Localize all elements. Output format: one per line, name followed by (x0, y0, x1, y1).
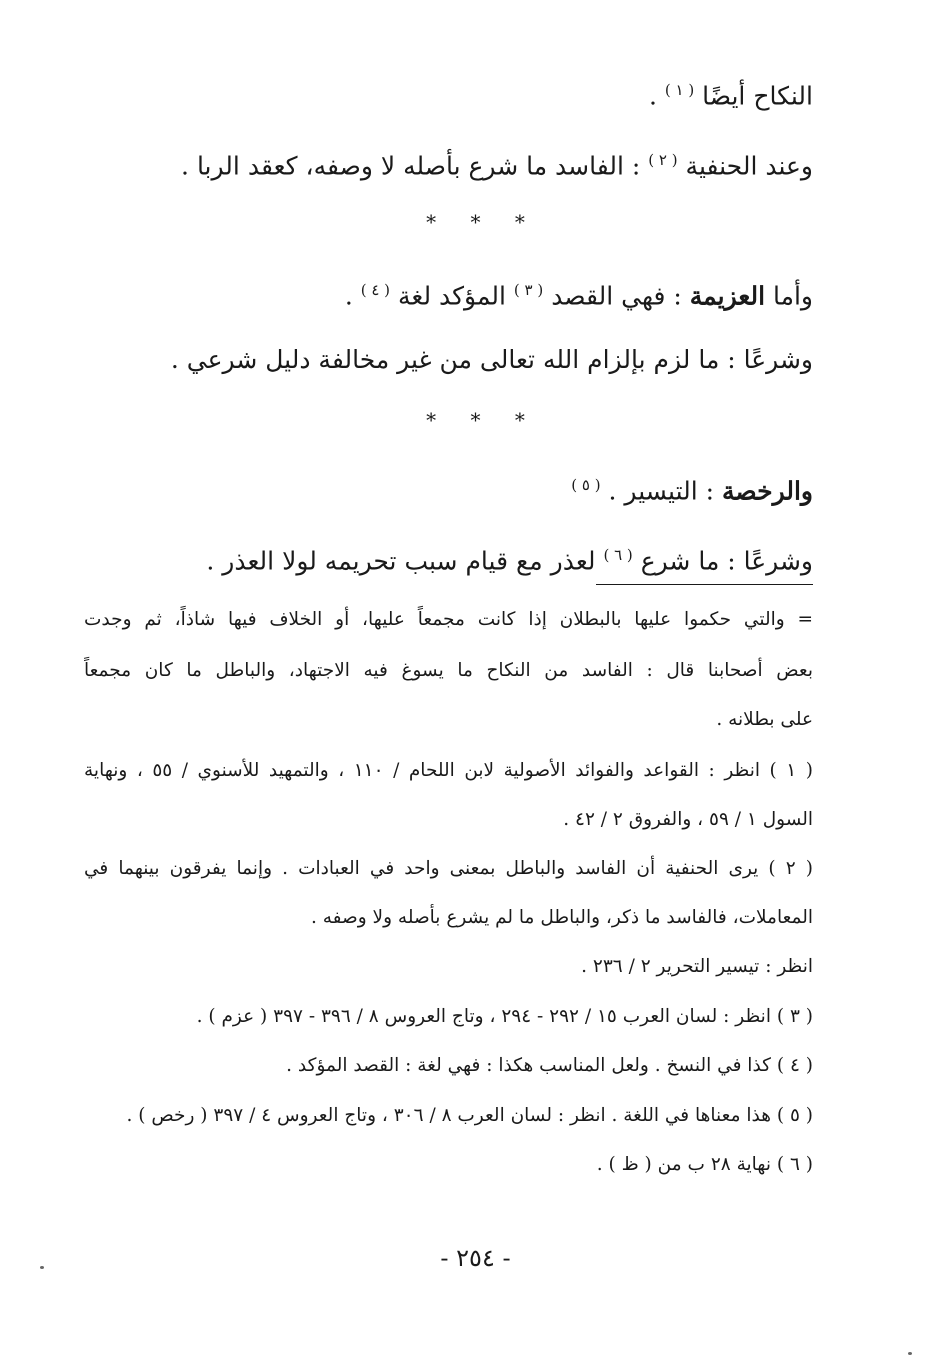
text-run: المؤكد لغة (397, 281, 506, 311)
footnote-2-line-2: المعاملات، فالفاسد ما ذكر، والباطل ما لم يشرع بأصله ولا وصفه . (310, 907, 813, 928)
text-line-rukhsa (571, 465, 813, 511)
footnote-5: ( ٥ ) هذا معناها في اللغة . انظر : لسان العرب ٨ / ٣٠٦ ، وتاج العروس ٤ / ٣٩٧ ( رخص ) . (126, 1105, 813, 1126)
scan-speck (40, 1266, 44, 1269)
footnote-3: ( ٣ ) انظر : لسان العرب ١٥ / ٢٩٢ - ٢٩٤ ، وتاج العروس ٨ / ٣٩٦ - ٣٩٧ ( عزم ) . (196, 1006, 813, 1027)
footnote-4: ( ٤ ) كذا في النسخ . ولعل المناسب هكذا : فهي لغة : القصد المؤكد . (286, 1055, 813, 1076)
footnote-6: ( ٦ ) نهاية ٢٨ ب من ( ظ ) . (596, 1154, 813, 1175)
text-run: وأما (772, 281, 813, 311)
text-run: النكاح أيضًا (702, 81, 813, 111)
footnote-1-line-1: ( ١ ) انظر : القواعد والفوائد الأصولية لابن اللحام / ١١٠ ، والتمهيد للأسنوي / ٥٥ ، ونهاية (84, 760, 813, 781)
footnote-2-line-1: ( ٢ ) يرى الحنفية أن الفاسد والباطل بمعنى واحد في العبادات . وإنما يفرقون بينهما في (84, 858, 813, 879)
scan-speck (908, 1352, 912, 1355)
text-line-azima-def: وشرعًا : ما لزم بإلزام الله تعالى من غير مخالفة دليل شرعي . (170, 345, 813, 374)
text-line-rukhsa-def (206, 535, 813, 581)
term-azima: العزيمة (689, 281, 766, 311)
text-run: : فهي القصد (551, 281, 682, 311)
text-line-azima (345, 270, 813, 316)
page-number: - ٢٥٤ - (440, 1244, 511, 1272)
text-run: وعند الحنفية (685, 151, 813, 181)
text-run: : الفاسد ما شرع بأصله لا وصفه، كعقد الربا . (181, 151, 641, 181)
text-run: لعذر مع قيام سبب تحريمه لولا العذر . (206, 546, 596, 576)
text-line-1 (649, 70, 813, 116)
footnote-1-line-2: السول ١ / ٥٩ ، والفروق ٢ / ٤٢ . (563, 809, 813, 830)
footnote-ref-2: ( ٢ ) (648, 151, 678, 169)
term-rukhsa: والرخصة (722, 476, 813, 506)
footnote-continued-line-1: = والتي حكموا عليها بالبطلان إذا كانت مجمعاً عليها، أو الخلاف فيها شاذاً، ثم وجدت (84, 609, 813, 630)
footnote-separator (596, 584, 813, 585)
footnote-ref-5: ( ٥ ) (571, 476, 601, 494)
text-run: . (344, 281, 353, 311)
text-line-2 (181, 140, 813, 186)
text-run: : التيسير . (608, 476, 715, 506)
section-separator: * * * (426, 408, 539, 432)
section-separator: * * * (426, 210, 539, 234)
footnote-continued-line-3: على بطلانه . (716, 709, 813, 730)
footnote-ref-1: ( ١ ) (664, 81, 695, 99)
footnote-ref-3: ( ٣ ) (513, 281, 544, 299)
footnote-2-line-3: انظر : تيسير التحرير ٢ / ٢٣٦ . (581, 956, 813, 977)
footnote-continued-line-2: بعض أصحابنا قال : الفاسد من النكاح ما يسوغ فيه الاجتهاد، والباطل ما كان مجمعاً (84, 660, 813, 681)
text-run: وشرعًا : ما شرع (640, 546, 813, 576)
footnote-ref-6: ( ٦ ) (603, 546, 633, 564)
footnote-ref-4: ( ٤ ) (360, 281, 391, 299)
text-run: . (649, 81, 657, 111)
